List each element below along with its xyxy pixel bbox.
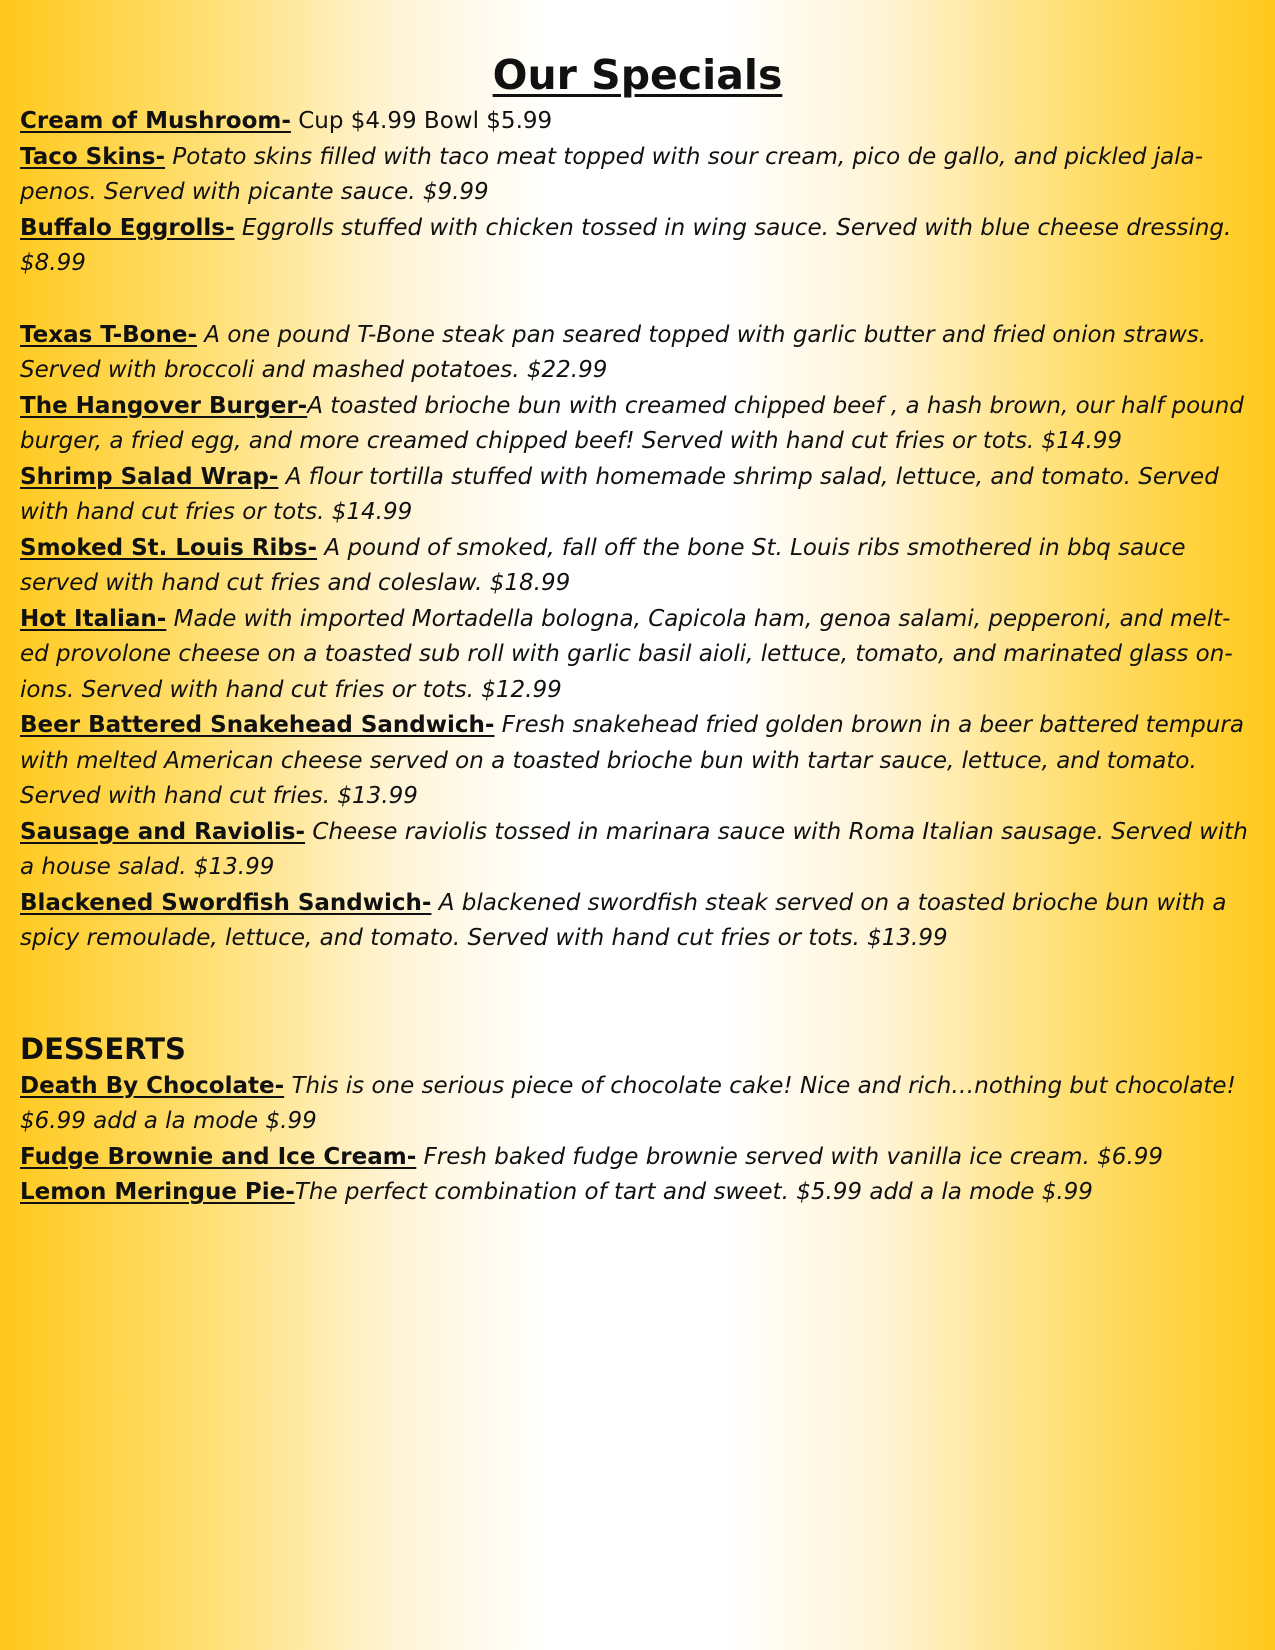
spacer bbox=[20, 957, 1255, 1029]
item-name: Texas T-Bone- bbox=[20, 321, 197, 348]
menu-item bbox=[20, 531, 1255, 602]
item-description: This is one serious piece of chocolate cake! Nice and rich…nothing but chocolate! $6.99 add a la mode $.99 bbox=[20, 1072, 1236, 1134]
item-description: Cup $4.99 Bowl $5.99 bbox=[290, 108, 553, 134]
item-description: A toasted brioche bun with creamed chipped beef , a hash brown, our half pound burger, a fried egg, and more creamed chipped beef! Served with hand cut fries or tots. $14.99 bbox=[20, 392, 1244, 454]
item-description: Made with imported Mortadella bologna, Capicola ham, genoa salami, pepperoni, and melt-ed provolone cheese on a toasted sub roll with garlic basil aioli, lettuce, tomato, and marinated glass on-ions. Served with hand cut fries or tots. $12.99 bbox=[20, 605, 1233, 703]
desserts-list bbox=[20, 1069, 1255, 1211]
item-name: Death By Chocolate- bbox=[20, 1072, 285, 1099]
menu-item bbox=[20, 211, 1255, 282]
menu-item bbox=[20, 815, 1255, 886]
item-description: Potato skins filled with taco meat topped with sour cream, pico de gallo, and pickled jala-penos. Served with picante sauce. $9.99 bbox=[20, 143, 1204, 205]
item-description: A flour tortilla stuffed with homemade shrimp salad, lettuce, and tomato. Served with hand cut fries or tots. $14.99 bbox=[20, 463, 1219, 525]
menu-item bbox=[20, 104, 1255, 140]
desserts-heading: DESSERTS bbox=[20, 1031, 186, 1066]
item-description: Eggrolls stuffed with chicken tossed in wing sauce. Served with blue cheese dressing. $8.99 bbox=[20, 214, 1232, 276]
item-name: Hot Italian- bbox=[20, 605, 167, 632]
menu-item bbox=[20, 1175, 1255, 1211]
item-name: Shrimp Salad Wrap- bbox=[20, 463, 279, 490]
item-name: Sausage and Raviolis- bbox=[20, 818, 306, 845]
page-title: Our Specials bbox=[492, 51, 783, 99]
menu-item bbox=[20, 708, 1255, 815]
item-name: Lemon Meringue Pie- bbox=[20, 1179, 295, 1205]
menu-item bbox=[20, 460, 1255, 531]
item-description: Fresh baked fudge brownie served with vanilla ice cream. $6.99 bbox=[416, 1143, 1164, 1170]
item-description: The perfect combination of tart and sweet. $5.99 add a la mode $.99 bbox=[294, 1179, 1093, 1205]
item-name: Blackened Swordfish Sandwich- bbox=[20, 889, 432, 916]
menu-item bbox=[20, 1140, 1255, 1176]
item-description: A pound of smoked, fall off the bone St. Louis ribs smothered in bbq sauce served with hand cut fries and coleslaw. $18.99 bbox=[20, 534, 1186, 596]
item-name: The Hangover Burger- bbox=[20, 392, 308, 419]
menu-item bbox=[20, 886, 1255, 957]
item-name: Buffalo Eggrolls- bbox=[20, 214, 235, 241]
spacer bbox=[20, 282, 1255, 318]
item-name: Fudge Brownie and Ice Cream- bbox=[20, 1143, 417, 1170]
menu-item bbox=[20, 318, 1255, 389]
item-name: Smoked St. Louis Ribs- bbox=[20, 534, 318, 561]
item-description: Cheese raviolis tossed in marinara sauce with Roma Italian sausage. Served with a house salad. $13.99 bbox=[20, 818, 1248, 880]
item-name: Beer Battered Snakehead Sandwich- bbox=[20, 712, 495, 738]
menu-item bbox=[20, 602, 1255, 709]
item-name: Taco Skins- bbox=[20, 143, 166, 170]
item-description: Fresh snakehead fried golden brown in a beer battered tempura with melted American cheese served on a toasted brioche bun with tartar sauce, lettuce, and tomato. Served with hand cut fries. $13.99 bbox=[20, 712, 1244, 809]
menu-item bbox=[20, 389, 1255, 460]
item-name: Cream of Mushroom- bbox=[20, 108, 291, 134]
menu-item bbox=[20, 1069, 1255, 1140]
starters-list bbox=[20, 104, 1255, 282]
entrees-list bbox=[20, 318, 1255, 957]
menu-item bbox=[20, 140, 1255, 211]
item-description: A one pound T-Bone steak pan seared topped with garlic butter and fried onion straws. Served with broccoli and mashed potatoes. $22.99 bbox=[20, 321, 1207, 383]
item-description: A blackened swordfish steak served on a toasted brioche bun with a spicy remoulade, lettuce, and tomato. Served with hand cut fries or tots. $13.99 bbox=[20, 889, 1227, 951]
